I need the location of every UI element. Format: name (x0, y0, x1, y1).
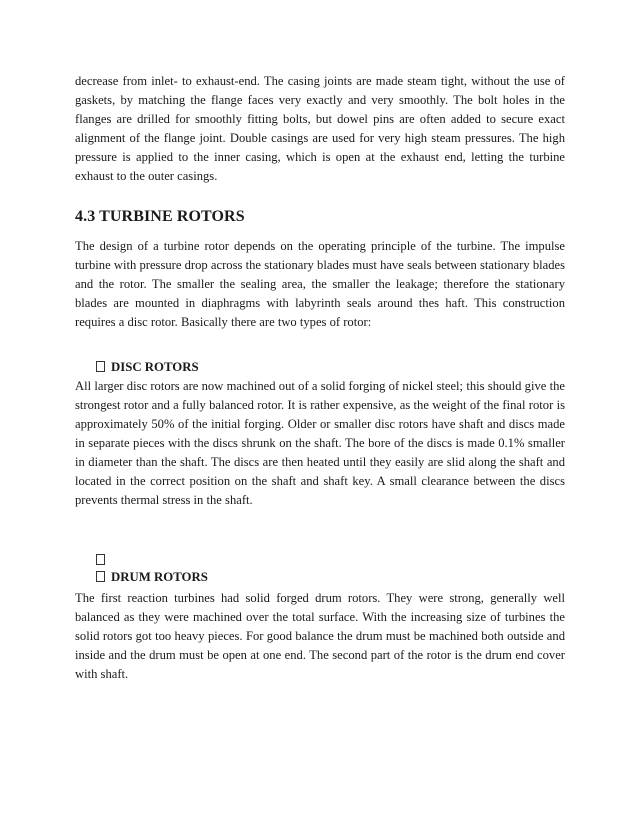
bullet-box-icon (96, 554, 105, 565)
bullet-box-icon (96, 571, 105, 582)
empty-bullet (96, 551, 111, 569)
disc-rotors-label: DISC ROTORS (111, 360, 199, 374)
intro-paragraph: decrease from inlet- to exhaust-end. The casing joints are made steam tight, without the use of gaskets, by matching the flange faces very exactly and very smoothly. The bolt holes in the flanges are drilled for smoothly fitting bolts, but dowel pins are often added to secure exact alignment of the flange joint. Double casings are used for very high steam pressures. The high pressure is applied to the inner casing, which is open at the exhaust end, letting the turbine exhaust to the outer casings. (75, 74, 565, 183)
drum-rotors-label: DRUM ROTORS (111, 570, 208, 584)
drum-rotors-paragraph: The first reaction turbines had solid forged drum rotors. They were strong, generally well balanced as they were machined over the total surface. With the increasing size of turbines the solid rotors got too heavy pieces. For good balance the drum must be machined both outside and inside and the drum must be open at one end. The second part of the rotor is the drum end cover with shaft. (75, 591, 565, 681)
drum-rotors-subheading (96, 570, 208, 585)
section-paragraph: The design of a turbine rotor depends on the operating principle of the turbine. The impulse turbine with pressure drop across the stationary blades must have seals between stationary blades and the rotor. The smaller the sealing area, the smaller the leakage; therefore the stationary blades are mounted in diaphragms with labyrinth seals around thes haft. This construction requires a disc rotor. Basically there are two types of rotor: (75, 239, 565, 329)
disc-rotors-paragraph: All larger disc rotors are now machined out of a solid forging of nickel steel; this should give the strongest rotor and a fully balanced rotor. It is rather expensive, as the weight of the final rotor is approximately 50% of the initial forging. Older or smaller disc rotors have shaft and discs made in separate pieces with the discs shrunk on the shaft. The bore of the discs is made 0.1% smaller in diameter than the shaft. The discs are then heated until they easily are slid along the shaft and located in the correct position on the shaft and shaft key. A small clearance between the discs prevents thermal stress in the shaft. (75, 379, 565, 507)
disc-rotors-subheading (96, 360, 199, 375)
bullet-box-icon (96, 361, 105, 372)
section-heading: 4.3 TURBINE ROTORS (75, 208, 245, 225)
